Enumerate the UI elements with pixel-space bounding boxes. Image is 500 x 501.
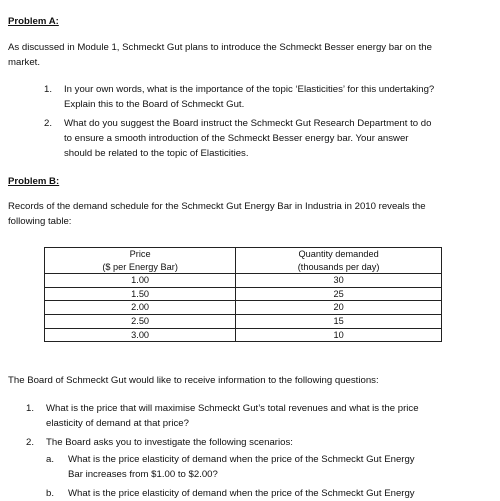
problem-a-intro (8, 40, 492, 70)
scenario-letter: a. (46, 454, 55, 465)
problem-a-intro-line1: As discussed in Module 1, Schmeckt Gut plans to introduce the Schmeckt Besser energy bar on the (8, 42, 432, 53)
quantity-cell: 25 (236, 287, 442, 301)
board-intro: The Board of Schmeckt Gut would like to receive information to the following questions: (8, 375, 379, 386)
problem-b-intro-line1: Records of the demand schedule for the Schmeckt Gut Energy Bar in Industria in 2010 reveals the (8, 201, 426, 212)
question-number: 1. (26, 403, 35, 414)
problem-b-intro (8, 199, 492, 229)
problem-a-question-list (44, 82, 494, 165)
problem-b-question-list (26, 401, 494, 501)
question-line: should be related to the topic of Elasticities. (64, 148, 249, 159)
question-number: 2. (44, 118, 53, 129)
question-line: Explain this to the Board of Schmeckt Gut. (64, 99, 245, 110)
table-row (45, 301, 442, 315)
scenario-line: What is the price elasticity of demand when the price of the Schmeckt Gut Energy (68, 488, 415, 499)
question-number: 1. (44, 84, 53, 95)
table-row (45, 314, 442, 328)
scenario-line: What is the price elasticity of demand when the price of the Schmeckt Gut Energy (68, 454, 415, 465)
scenario-line: Bar increases from $1.00 to $2.00? (68, 469, 218, 480)
problem-a-question-2 (44, 116, 494, 161)
question-number: 2. (26, 437, 35, 448)
quantity-cell: 30 (236, 274, 442, 288)
table-row (45, 274, 442, 288)
price-cell: 2.00 (45, 301, 236, 315)
quantity-column-header: Quantity demanded (236, 248, 442, 261)
problem-a-intro-line2: market. (8, 57, 40, 68)
scenario-b (46, 486, 494, 501)
scenario-a (46, 452, 494, 482)
demand-schedule-table (44, 247, 442, 342)
question-line: elasticity of demand at that price? (46, 418, 189, 429)
price-column-subheader: ($ per Energy Bar) (45, 261, 236, 274)
quantity-cell: 20 (236, 301, 442, 315)
question-line: In your own words, what is the importance of the topic ‘Elasticities’ for this undertaking? (64, 84, 435, 95)
question-line: What do you suggest the Board instruct the Schmeckt Gut Research Department to do (64, 118, 432, 129)
scenario-letter: b. (46, 488, 55, 499)
problem-a-question-1 (44, 82, 494, 112)
price-cell: 3.00 (45, 328, 236, 342)
problem-b-intro-line2: following table: (8, 216, 72, 227)
quantity-cell: 10 (236, 328, 442, 342)
price-cell: 1.50 (45, 287, 236, 301)
table-row (45, 287, 442, 301)
price-column-header: Price (45, 248, 236, 261)
question-line: to ensure a smooth introduction of the Schmeckt Besser energy bar. Your answer (64, 133, 409, 144)
scenario-list (46, 452, 494, 501)
problem-b-heading: Problem B: (8, 176, 60, 187)
price-cell: 2.50 (45, 314, 236, 328)
problem-b-question-1 (26, 401, 494, 431)
quantity-cell: 15 (236, 314, 442, 328)
table-row (45, 328, 442, 342)
question-line: The Board asks you to investigate the following scenarios: (46, 437, 293, 448)
question-line: What is the price that will maximise Schmeckt Gut’s total revenues and what is the price (46, 403, 419, 414)
problem-b-question-2 (26, 435, 494, 501)
price-cell: 1.00 (45, 274, 236, 288)
problem-a-heading: Problem A: (8, 16, 59, 27)
quantity-column-subheader: (thousands per day) (236, 261, 442, 274)
